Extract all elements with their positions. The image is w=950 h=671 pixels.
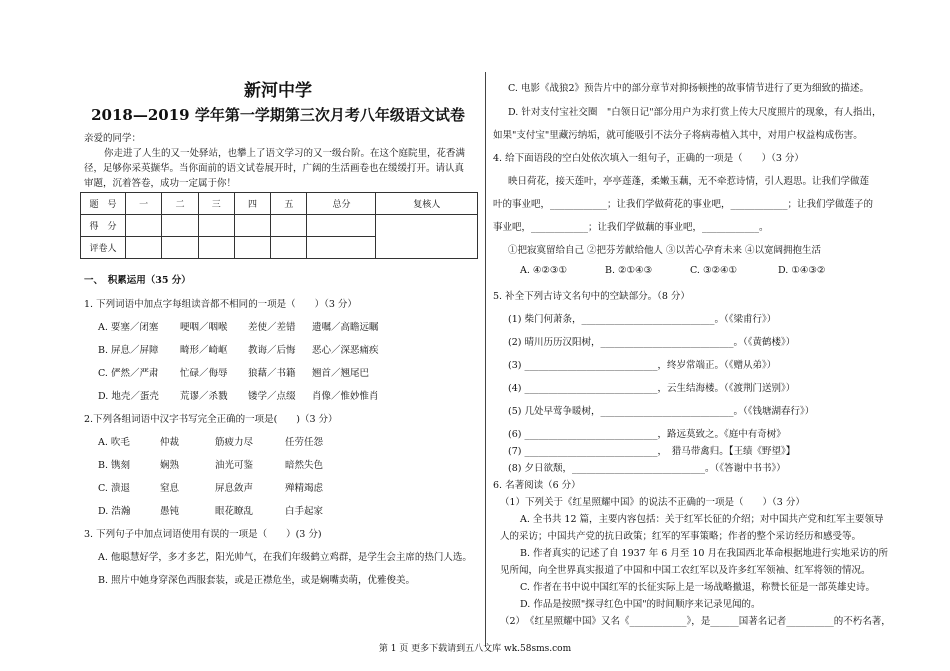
q2-opt-c-1: C. 溃退: [98, 483, 130, 494]
q1-opt-c-1: C. 俨然／严肃: [98, 368, 159, 379]
q3-option-b: B. 照片中她身穿深色西服套装，或是正襟危坐，或是娴嘴卖萌，优雅俊美。: [98, 575, 416, 586]
q2-opt-b-1: B. 镌刻: [98, 460, 131, 471]
grader-cell: [234, 237, 270, 259]
q5-item-2: (2) 晴川历历汉阳树，____________________________。（《黄鹤楼》）: [508, 337, 796, 348]
school-name: 新河中学: [244, 81, 312, 101]
q6-opt-d: D. 作品是按照"探寻红色中国"的时间顺序来记录见闻的。: [520, 599, 761, 610]
q4-answer-c: C. ③②④①: [690, 265, 738, 276]
q5-stem: 5. 补全下列古诗文名句中的空缺部分。（8 分）: [493, 291, 690, 302]
q1-opt-a-1: A. 要塞／闭塞: [98, 322, 159, 333]
score-table-header-row: [81, 193, 478, 215]
q5-item-7: (7) ____________________________， 猎马带禽归。【王绩《野望》】: [508, 446, 796, 457]
q1-stem: 1. 下列词语中加点字每组读音都不相同的一项是（ ）（3 分）: [84, 299, 357, 310]
q4-answer-a: A. ④②③①: [520, 265, 567, 276]
q6-opt-a-line1: A. 全书共 12 篇，主要内容包括：关于红军长征的介绍；对中国共产党和红军主要领导: [520, 514, 884, 525]
q4-choices: ①把寂寞留给自己 ②把芬芳献给他人 ③以苦心孕育未来 ④以宽阔拥抱生活: [508, 245, 822, 256]
q2-opt-c-3: 屏息敛声: [215, 483, 254, 494]
q6-sub-1: （1）下列关于《红星照耀中国》的说法不正确的一项是（ ）（3 分）: [500, 497, 805, 508]
grader-cell: [198, 237, 234, 259]
q1-opt-c-4: 翘首／翘尾巴: [312, 368, 370, 379]
exam-title: 2018—2019 学年第一学期第三次月考八年级语文试卷: [91, 106, 465, 124]
greeting: 亲爱的同学：: [84, 133, 142, 144]
q1-opt-b-4: 恶心／深恶痛疾: [312, 345, 379, 356]
q2-opt-d-2: 愚钝: [160, 506, 180, 517]
q2-stem: 2.下列各组词语中汉字书写完全正确的一项是( )（3 分）: [84, 414, 338, 425]
q4-stem: 4. 给下面语段的空白处依次填入一组句子，正确的一项是（ ）（3 分）: [493, 153, 804, 164]
q5-item-3: (3) ____________________________，终岁常端正。（《赠从弟》）: [508, 360, 777, 371]
q5-item-4: (4) ____________________________，云生结海楼。（《渡荆门送别》）: [508, 383, 796, 394]
q1-opt-d-4: 肖像／惟妙惟肖: [312, 391, 379, 402]
grader-cell: [307, 237, 376, 259]
q1-opt-d-3: 镂学／点缀: [248, 391, 296, 402]
q3-option-a: A. 他聪慧好学，多才多艺，阳光帅气，在我们年级鹤立鸡群，是学生会主席的热门人选。: [98, 552, 472, 563]
intro-line-1: 你走进了人生的又一处驿站，也攀上了语文学习的又一级台阶。在这个庭院里，花香满: [104, 148, 466, 159]
q6-opt-b-line1: B. 作者真实的记述了自 1937 年 6 月至 10 月在我国西北革命根据地进行实地采访的所: [520, 548, 888, 559]
q1-opt-c-3: 狼藉／书籍: [248, 368, 296, 379]
q1-opt-b-2: 畸形／崎岖: [180, 345, 228, 356]
score-row-label: 得 分: [81, 215, 126, 237]
q2-opt-d-1: D. 浩瀚: [98, 506, 131, 517]
q2-opt-d-4: 白手起家: [285, 506, 324, 517]
q1-opt-d-1: D. 地壳／蛋壳: [98, 391, 159, 402]
q4-passage-1: 映日荷花，接天莲叶，亭亭莲蓬，柔嫩玉藕，无不牵惹诗情，引人遐思。让我们学做莲: [508, 176, 870, 187]
q3-option-d-line1: D. 针对支付宝社交圈 "白领日记"部分用户为求打赏上传大尺度照片的现象，有人指出，: [508, 107, 882, 118]
score-table: [80, 192, 478, 259]
q4-passage-3: 事业吧，____________；让我们学做藕的事业吧，____________。: [493, 222, 769, 233]
score-header-cell: 五: [271, 193, 307, 215]
score-header-cell: 一: [126, 193, 162, 215]
q5-item-1: (1) 柴门何萧条，____________________________。（《梁甫行》）: [508, 314, 777, 325]
grader-row-label: 评卷人: [81, 237, 126, 259]
q6-opt-c: C. 作者在书中说中国红军的长征实际上是一场战略撤退，称赞长征是一部英雄史诗。: [520, 582, 875, 593]
intro-line-2: 径，足够你采英撷华。当你面前的语文试卷展开时，广阔的生活画卷也在缓缓打开。请认真: [84, 163, 465, 174]
q2-opt-b-2: 娴熟: [160, 460, 180, 471]
q4-passage-2: 叶的事业吧，____________；让我们学做荷花的事业吧，____________；让我们学做莲子的: [493, 199, 874, 210]
q1-opt-d-2: 荒谬／杀戮: [180, 391, 228, 402]
q3-option-d-line2: 如果"支付宝"里藏污纳垢，就可能吸引不法分子将病毒植入其中，对用户权益构成伤害。: [493, 130, 863, 141]
q5-item-8: (8) 夕日欲颓，____________________________。（《答谢中书书》）: [508, 463, 786, 474]
q5-item-6: (6) ____________________________，路远莫致之。《庭中有奇树》: [508, 429, 786, 440]
score-row: [81, 215, 478, 237]
grader-cell: [126, 237, 162, 259]
column-divider: [485, 72, 486, 647]
score-cell: [307, 215, 376, 237]
q2-opt-a-2: 仲裁: [160, 437, 180, 448]
page-footer: 第 1 页 更多下载请到五八文库 wk.58sms.com: [378, 644, 572, 654]
q1-opt-a-4: 遗嘱／高瞻远瞩: [312, 322, 379, 333]
q1-opt-a-2: 哽咽／咽喉: [180, 322, 228, 333]
q3-option-c: C. 电影《战狼2》预告片中的部分章节对抑扬顿挫的故事情节进行了更为细致的描述。: [508, 83, 870, 94]
grader-cell: [162, 237, 198, 259]
q1-opt-b-1: B. 屏息／屏障: [98, 345, 159, 356]
reviewer-cell: [376, 215, 478, 259]
q2-opt-c-2: 窒息: [160, 483, 180, 494]
q2-opt-b-4: 暗然失色: [285, 460, 324, 471]
q1-opt-a-3: 差使／差错: [248, 322, 296, 333]
score-header-cell: 三: [198, 193, 234, 215]
q6-opt-a-line2: 人的采访；中国共产党的抗日政策；红军的军事策略；作者的整个采访经历和感受等。: [500, 531, 862, 542]
q2-opt-a-1: A. 吹毛: [98, 437, 130, 448]
score-cell: [198, 215, 234, 237]
score-cell: [271, 215, 307, 237]
q6-sub-2: （2） 《红星照耀中国》又名《____________》，是______国著名记者__________的不朽名著，: [500, 616, 891, 627]
q6-stem: 6. 名著阅读（6 分）: [493, 480, 581, 491]
score-cell: [126, 215, 162, 237]
q2-opt-d-3: 眼花瞭乱: [215, 506, 254, 517]
score-cell: [162, 215, 198, 237]
score-header-cell: 总分: [307, 193, 376, 215]
grader-cell: [271, 237, 307, 259]
q2-opt-b-3: 油光可鉴: [215, 460, 254, 471]
q3-stem: 3. 下列句子中加点词语使用有误的一项是（ ）(3 分): [84, 529, 322, 540]
q1-opt-b-3: 教诲／后悔: [248, 345, 296, 356]
q4-answer-d: D. ①④③②: [778, 265, 826, 276]
score-header-cell: 二: [162, 193, 198, 215]
q2-opt-a-3: 筋疲力尽: [215, 437, 254, 448]
score-header-cell: 四: [234, 193, 270, 215]
score-cell: [234, 215, 270, 237]
q2-opt-a-4: 任劳任怨: [285, 437, 324, 448]
section-1-title: 一、 积累运用（35 分）: [84, 275, 191, 286]
intro-line-3: 审题，沉着答卷，成功一定属于你！: [84, 178, 237, 189]
q5-item-5: (5) 几处早莺争暖树，____________________________。（《钱塘湖春行》）: [508, 406, 815, 417]
q4-answer-b: B. ②①④③: [605, 265, 653, 276]
q2-opt-c-4: 殚精竭虑: [285, 483, 324, 494]
q6-opt-b-line2: 见所闻，向全世界真实报道了中国和中国工农红军以及许多红军领袖、红军将领的情况。: [500, 565, 871, 576]
score-header-cell: 复核人: [376, 193, 478, 215]
q1-opt-c-2: 忙碌／侮辱: [180, 368, 228, 379]
score-header-cell: 题 号: [81, 193, 126, 215]
